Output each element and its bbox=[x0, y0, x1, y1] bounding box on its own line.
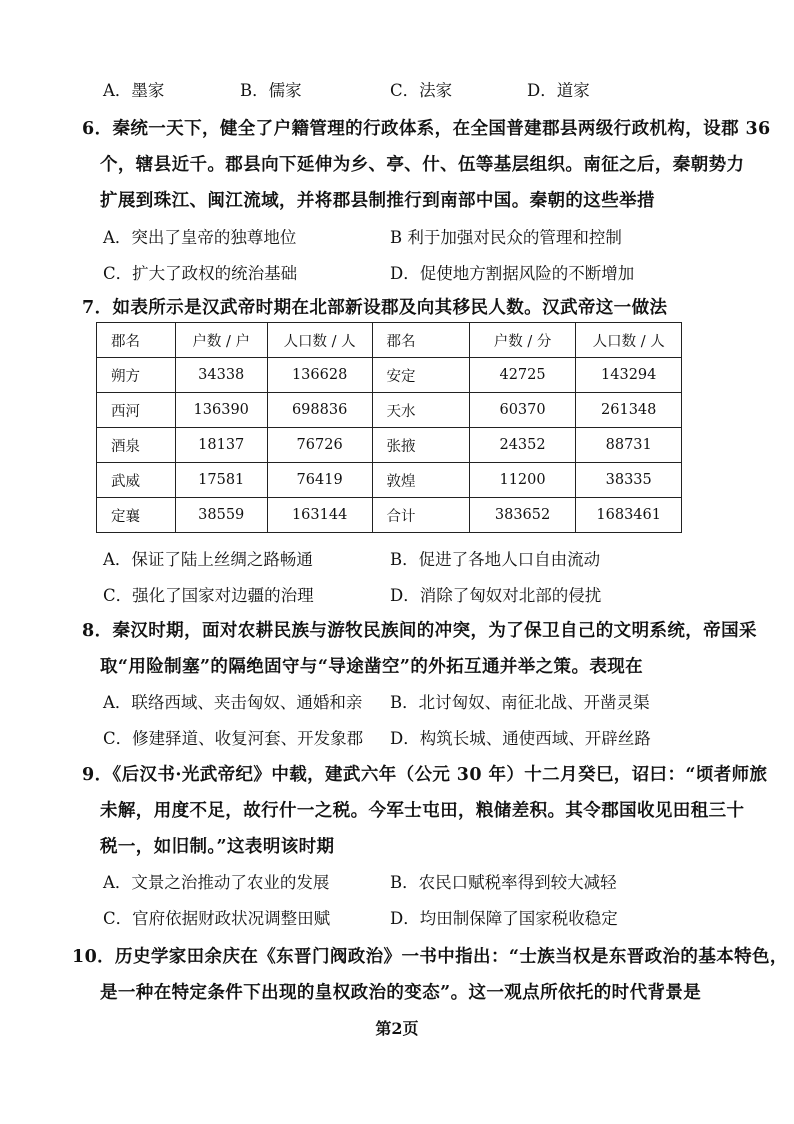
table-cell: 60370 bbox=[469, 393, 576, 428]
table-cell: 383652 bbox=[469, 498, 576, 533]
q9-stem-line-3: 税一，如旧制。”这表明该时期 bbox=[100, 837, 335, 857]
table-cell: 76419 bbox=[267, 463, 372, 498]
table-cell: 261348 bbox=[576, 393, 682, 428]
table-row bbox=[97, 358, 682, 393]
table-cell: 143294 bbox=[576, 358, 682, 393]
q6-option-d[interactable]: D．促使地方割据风险的不断增加 bbox=[390, 264, 635, 283]
page-number: 第2页 bbox=[375, 1019, 419, 1038]
table-header-cell: 户数 / 分 bbox=[469, 323, 576, 358]
q6-option-c[interactable]: C．扩大了政权的统治基础 bbox=[103, 264, 298, 283]
table-cell: 34338 bbox=[175, 358, 267, 393]
table-header-row bbox=[97, 323, 682, 358]
q9-option-c[interactable]: C．官府依据财政状况调整田赋 bbox=[103, 909, 331, 928]
table-row bbox=[97, 393, 682, 428]
migration-table bbox=[96, 322, 682, 533]
q6-stem-line-2: 个，辖县近千。郡县向下延伸为乡、亭、什、伍等基层组织。南征之后，秦朝势力 bbox=[100, 155, 745, 175]
q10-stem-line-1: 10．历史学家田余庆在《东晋门阀政治》一书中指出：“士族当权是东晋政治的基本特色， bbox=[72, 947, 788, 967]
table-cell: 天水 bbox=[372, 393, 469, 428]
table-cell: 38559 bbox=[175, 498, 267, 533]
table-cell: 西河 bbox=[97, 393, 176, 428]
table-header-cell: 郡名 bbox=[97, 323, 176, 358]
q7-option-c[interactable]: C．强化了国家对边疆的治理 bbox=[103, 586, 314, 605]
table-cell: 1683461 bbox=[576, 498, 682, 533]
q5-option-c[interactable]: C．法家 bbox=[390, 81, 453, 100]
table-cell: 酒泉 bbox=[97, 428, 176, 463]
table-cell: 38335 bbox=[576, 463, 682, 498]
q9-option-a[interactable]: A．文景之治推动了农业的发展 bbox=[103, 873, 330, 892]
table-header-cell: 人口数 / 人 bbox=[576, 323, 682, 358]
table-header-cell: 人口数 / 人 bbox=[267, 323, 372, 358]
table-cell: 136628 bbox=[267, 358, 372, 393]
table-header-cell: 郡名 bbox=[372, 323, 469, 358]
table-cell: 42725 bbox=[469, 358, 576, 393]
q9-stem-line-1: 9．《后汉书·光武帝纪》中载，建武六年（公元 30 年）十二月癸巳，诏曰：“顷者师旅 bbox=[82, 765, 768, 785]
table-row bbox=[97, 463, 682, 498]
q10-stem-line-2: 是一种在特定条件下出现的皇权政治的变态”。这一观点所依托的时代背景是 bbox=[100, 983, 702, 1003]
table-cell: 合计 bbox=[372, 498, 469, 533]
q5-option-a[interactable]: A．墨家 bbox=[103, 81, 165, 100]
q5-option-d[interactable]: D．道家 bbox=[527, 81, 590, 100]
table-cell: 24352 bbox=[469, 428, 576, 463]
q8-option-a[interactable]: A．联络西域、夹击匈奴、通婚和亲 bbox=[103, 693, 363, 712]
q9-stem-line-2: 未解，用度不足，故行什一之税。今军士屯田，粮储差积。其令郡国收见田租三十 bbox=[100, 801, 745, 821]
table-cell: 698836 bbox=[267, 393, 372, 428]
q9-option-d[interactable]: D．均田制保障了国家税收稳定 bbox=[390, 909, 618, 928]
q7-option-b[interactable]: B．促进了各地人口自由流动 bbox=[390, 550, 601, 569]
table-cell: 武威 bbox=[97, 463, 176, 498]
table-cell: 定襄 bbox=[97, 498, 176, 533]
table-row bbox=[97, 428, 682, 463]
q6-option-b[interactable]: B 利于加强对民众的管理和控制 bbox=[390, 228, 622, 247]
q9-option-b[interactable]: B．农民口赋税率得到较大减轻 bbox=[390, 873, 617, 892]
table-cell: 163144 bbox=[267, 498, 372, 533]
table-cell: 18137 bbox=[175, 428, 267, 463]
q5-option-b[interactable]: B．儒家 bbox=[240, 81, 302, 100]
table-cell: 朔方 bbox=[97, 358, 176, 393]
table-row bbox=[97, 498, 682, 533]
table-cell: 安定 bbox=[372, 358, 469, 393]
q7-stem: 7．如表所示是汉武帝时期在北部新设郡及向其移民人数。汉武帝这一做法 bbox=[82, 298, 668, 318]
table-cell: 76726 bbox=[267, 428, 372, 463]
table-cell: 张掖 bbox=[372, 428, 469, 463]
q8-option-c[interactable]: C．修建驿道、收复河套、开发象郡 bbox=[103, 729, 364, 748]
table-cell: 136390 bbox=[175, 393, 267, 428]
q6-stem-line-1: 6．秦统一天下，健全了户籍管理的行政体系，在全国普建郡县两级行政机构，设郡 36 bbox=[82, 119, 771, 139]
q6-option-a[interactable]: A．突出了皇帝的独尊地位 bbox=[103, 228, 297, 247]
table-cell: 敦煌 bbox=[372, 463, 469, 498]
table-cell: 17581 bbox=[175, 463, 267, 498]
q7-option-d[interactable]: D．消除了匈奴对北部的侵扰 bbox=[390, 586, 602, 605]
table-header-cell: 户数 / 户 bbox=[175, 323, 267, 358]
q6-stem-line-3: 扩展到珠江、闽江流域，并将郡县制推行到南部中国。秦朝的这些举措 bbox=[100, 191, 655, 211]
table-cell: 88731 bbox=[576, 428, 682, 463]
q8-stem-line-2: 取“用险制塞”的隔绝固守与“导途凿空”的外拓互通并举之策。表现在 bbox=[100, 657, 644, 677]
q8-option-d[interactable]: D．构筑长城、通使西域、开辟丝路 bbox=[390, 729, 651, 748]
q8-option-b[interactable]: B．北讨匈奴、南征北战、开凿灵渠 bbox=[390, 693, 650, 712]
q7-option-a[interactable]: A．保证了陆上丝绸之路畅通 bbox=[103, 550, 313, 569]
q8-stem-line-1: 8．秦汉时期，面对农耕民族与游牧民族间的冲突，为了保卫自己的文明系统，帝国采 bbox=[82, 621, 757, 641]
table-cell: 11200 bbox=[469, 463, 576, 498]
